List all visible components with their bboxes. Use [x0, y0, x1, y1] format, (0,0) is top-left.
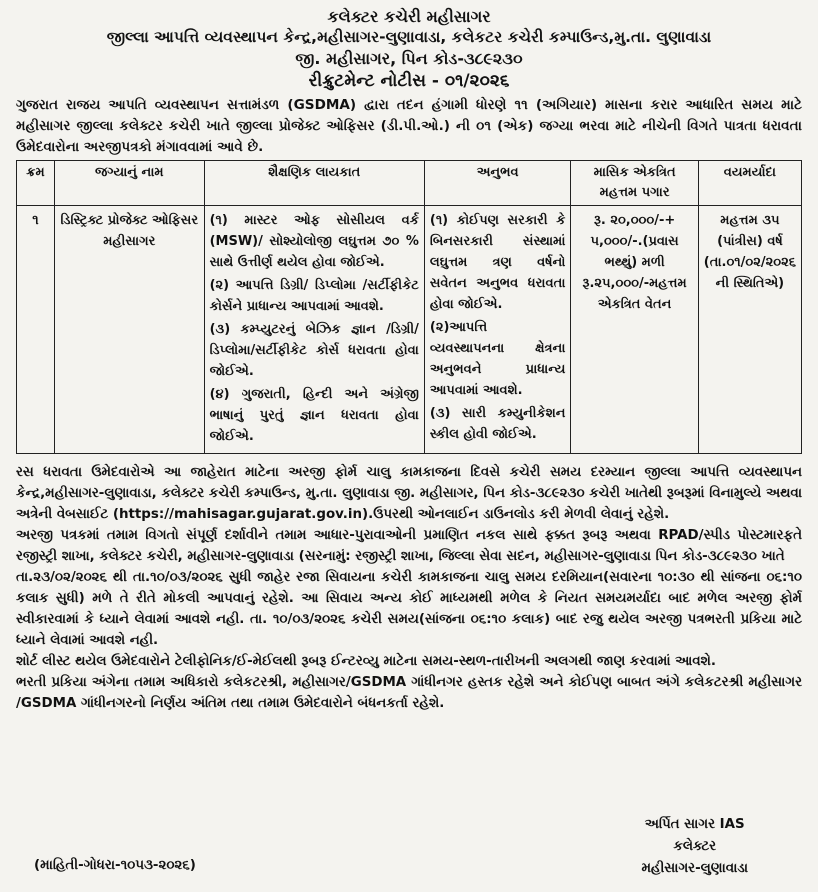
col-header-post: જગ્યાનું નામ [54, 161, 204, 206]
col-header-sr: ક્રમ [17, 161, 55, 206]
instruction-paragraph: તા.૨૩/૦૨/૨૦૨૬ થી તા.૧૦/૦૩/૨૦૨૬ સુધી જાહેર રજા સિવાયના કચેરી કામકાજના ચાલુ સમય દરમિયાન(સવારના ૧૦:૩૦ થી સાંજના ૦૬:૧૦ કલાક સુધી) મળે તે રીતે મોકલી આપવાનું રહેશે. આ સિવાય અન્ય કોઈ માધ્યમથી મળેલ કે નિયત સમયમર્યાદા બાદ મળેલ અરજી ફોર્મ સ્વીકારવામાં કે ધ્યાને લેવામાં આવશે નહી. તા. ૧૦/૦૩/૨૦૨૬ કચેરી સમય(સાંજના ૦૬:૧૦ કલાક) બાદ રજુ થયેલ અરજી પત્રભરતી પ્રકિયા માટે ધ્યાને લેવામાં આવશે નહી. [16, 570, 802, 648]
cell-post-name: ડિસ્ટ્રિક્ટ પ્રોજેક્ટ ઓફિસર મહીસાગર [54, 206, 204, 454]
qualification-item: (૪) ગુજરાતી, હિન્દી અને અંગ્રેજી ભાષાનું પુરતું જ્ઞાન ધરાવતા હોવા જોઈએ. [209, 387, 419, 444]
cell-experience [424, 206, 571, 454]
office-district-pincode: જી. મહીસાગર, પિન કોડ-૩૮૯૨૩૦ [295, 49, 523, 68]
information-reference: (માહિતી-ગોધરા-૧૦૫૩-૨૦૨૬) [34, 858, 196, 873]
instruction-paragraph: ભરતી પ્રકિયા અંગેના તમામ અધિકારો કલેકટરશ્રી, મહીસાગર/GSDMA ગાંધીનગર હસ્તક રહેશે અને કોઈપણ બાબત અંગે કલેકટરશ્રી મહીસાગર /GSDMA ગાંધીનગરનો નિર્ણય અંતિમ તથા તમામ ઉમેદવારોને બંધનકર્તા રહેશે. [16, 675, 802, 711]
experience-item: (૨)આપત્તિ વ્યવસ્થાપનના ક્ષેત્રના અનુભવને પ્રાધાન્ય આપવામાં આવશે. [429, 320, 566, 398]
col-header-salary: માસિક એકત્રિત મહત્તમ પગાર [571, 161, 698, 206]
instruction-paragraph: શોર્ટ લીસ્ટ થયેલ ઉમેદવારોને ટેલીફોનિક/ઈ-મેઈલથી રૂબરૂ ઈન્ટરવ્યુ માટેના સમય-સ્થળ-તારીખની અલગથી જાણ કરવામાં આવશે. [16, 654, 716, 669]
signatory-place: મહીસાગર-લુણાવાડા [641, 861, 748, 876]
table-row [17, 206, 802, 454]
instruction-paragraph: અરજી પત્રકમાં તમામ વિગતો સંપૂર્ણ દર્શાવીને તમામ આધાર-પુરાવાઓની પ્રમાણિત નકલ સાથે ફક્કત રૂબરૂ અથવા RPAD/સ્પીડ પોસ્ટમારફતે રજીસ્ટ્રી શાખા, કલેક્ટર કચેરી, મહીસાગર-લુણાવાડા (સરનામું: રજીસ્ટ્રી શાખા, જિલ્લા સેવા સદન, મહીસાગર-લુણાવાડા પિન કોડ-૩૮૯૨૩૦ ખાતે [16, 528, 802, 564]
instruction-paragraph: રસ ધરાવતા ઉમેદવારોએ આ જાહેરાત માટેના અરજી ફોર્મ ચાલુ કામકાજના દિવસે કચેરી સમય દરમ્યાન જીલ્લા આપત્તિ વ્યવસ્થાપન કેન્દ્ર,મહીસાગર-લુણાવાડા, કલેક્ટર કચેરી કમ્પાઉન્ડ, મુ.તા. લુણાવાડા જી. મહીસાગર, પિન કોડ-૩૮૯૨૩૦ કચેરી ખાતેથી રૂબરૂમાં વિનામુલ્યે અથવા અત્રેની વેબસાઈટ (https://mahisagar.gujarat.gov.in).ઉપરથી ઓનલાઈન ડાઉનલોડ કરી મેળવી લેવાનું રહેશે. [16, 465, 802, 522]
qualification-item: (૩) કમ્પ્યુટરનું બેઝિક જ્ઞાન /ડિગ્રી/ ડિપ્લોમા/સર્ટીફીકેટ કોર્સ ધરાવતા હોવા જોઈએ. [209, 322, 419, 379]
col-header-age-limit: વયમર્યાદા [698, 161, 801, 206]
cell-salary: રૂ. ૨૦,૦૦૦/-+ ૫,૦૦૦/-.(પ્રવાસ ભથ્થું) મળી રૂ.૨૫,૦૦૦/-મહત્તમ એકત્રિત વેતન [571, 206, 698, 454]
qualification-item: (૧) માસ્ટર ઓફ સોસીયલ વર્ક (MSW)/ સોશ્યોલોજી લઘુત્તમ ૭૦ % સાથે ઉત્તીર્ણ થયેલ હોવા જોઈએ. [209, 213, 419, 270]
experience-item: (૩) સારી કમ્યુનીકેશન સ્કીલ હોવી જોઈએ. [429, 406, 566, 442]
signatory-name: અર્પિત સાગર IAS [644, 817, 745, 832]
experience-item: (૧) કોઈપણ સરકારી કે બિનસરકારી સંસ્થામાં લઘુત્તમ ત્રણ વર્ષનો સવેતન અનુભવ ધરાવતા હોવા જોઈએ. [429, 213, 566, 312]
notice-header [16, 6, 802, 92]
recruitment-table [16, 160, 802, 454]
office-address: જીલ્લા આપત્તિ વ્યવસ્થાપન કેન્દ્ર,મહીસાગર-લુણાવાડા, કલેકટર કચેરી કમ્પાઉન્ડ,મુ.તા. લુણાવાડા [106, 28, 712, 46]
signatory-title: કલેક્ટર [673, 839, 717, 854]
notice-title: રીક્રુટમેન્ટ નોટીસ - ૦૧/૨૦૨૬ [308, 71, 510, 91]
intro-paragraph: ગુજરાત રાજય આપતિ વ્યવસ્થાપન સત્તામંડળ (GSDMA) દ્વારા તદન હંગામી ધોરણે ૧૧ (અગિયાર) માસના કરાર આધારિત સમય માટે મહીસાગર જીલ્લા કલેક્ટર કચેરી ખાતે જીલ્લા પ્રોજેક્ટ ઓફિસર (ડી.પી.ઓ.) ની ૦૧ (એક) જગ્યા ભરવા માટે નીચેની વિગતે પાત્રતા ધરાવતા ઉમેદવારોના અરજીપત્રકો મંગાવવામાં આવે છે. [16, 97, 802, 155]
cell-sr: ૧ [17, 206, 55, 454]
cell-qualification [204, 206, 424, 454]
col-header-qualification: શૈક્ષણિક લાયકાત [204, 161, 424, 206]
cell-age-limit: મહત્તમ ૩૫ (પાંત્રીસ) વર્ષ (તા.૦૧/૦૨/૨૦૨૬ ની સ્થિતિએ) [698, 206, 801, 454]
table-header-row [17, 161, 802, 206]
instructions [16, 462, 802, 714]
office-name: કલેક્ટર કચેરી મહીસાગર [327, 7, 491, 26]
col-header-experience: અનુભવ [424, 161, 571, 206]
qualification-item: (૨) આપત્તિ ડિગ્રી/ ડિપ્લોમા /સર્ટીફીકેટ કોર્સને પ્રાધાન્ય આપવામાં આવશે. [209, 278, 419, 314]
signature-block [641, 814, 748, 880]
